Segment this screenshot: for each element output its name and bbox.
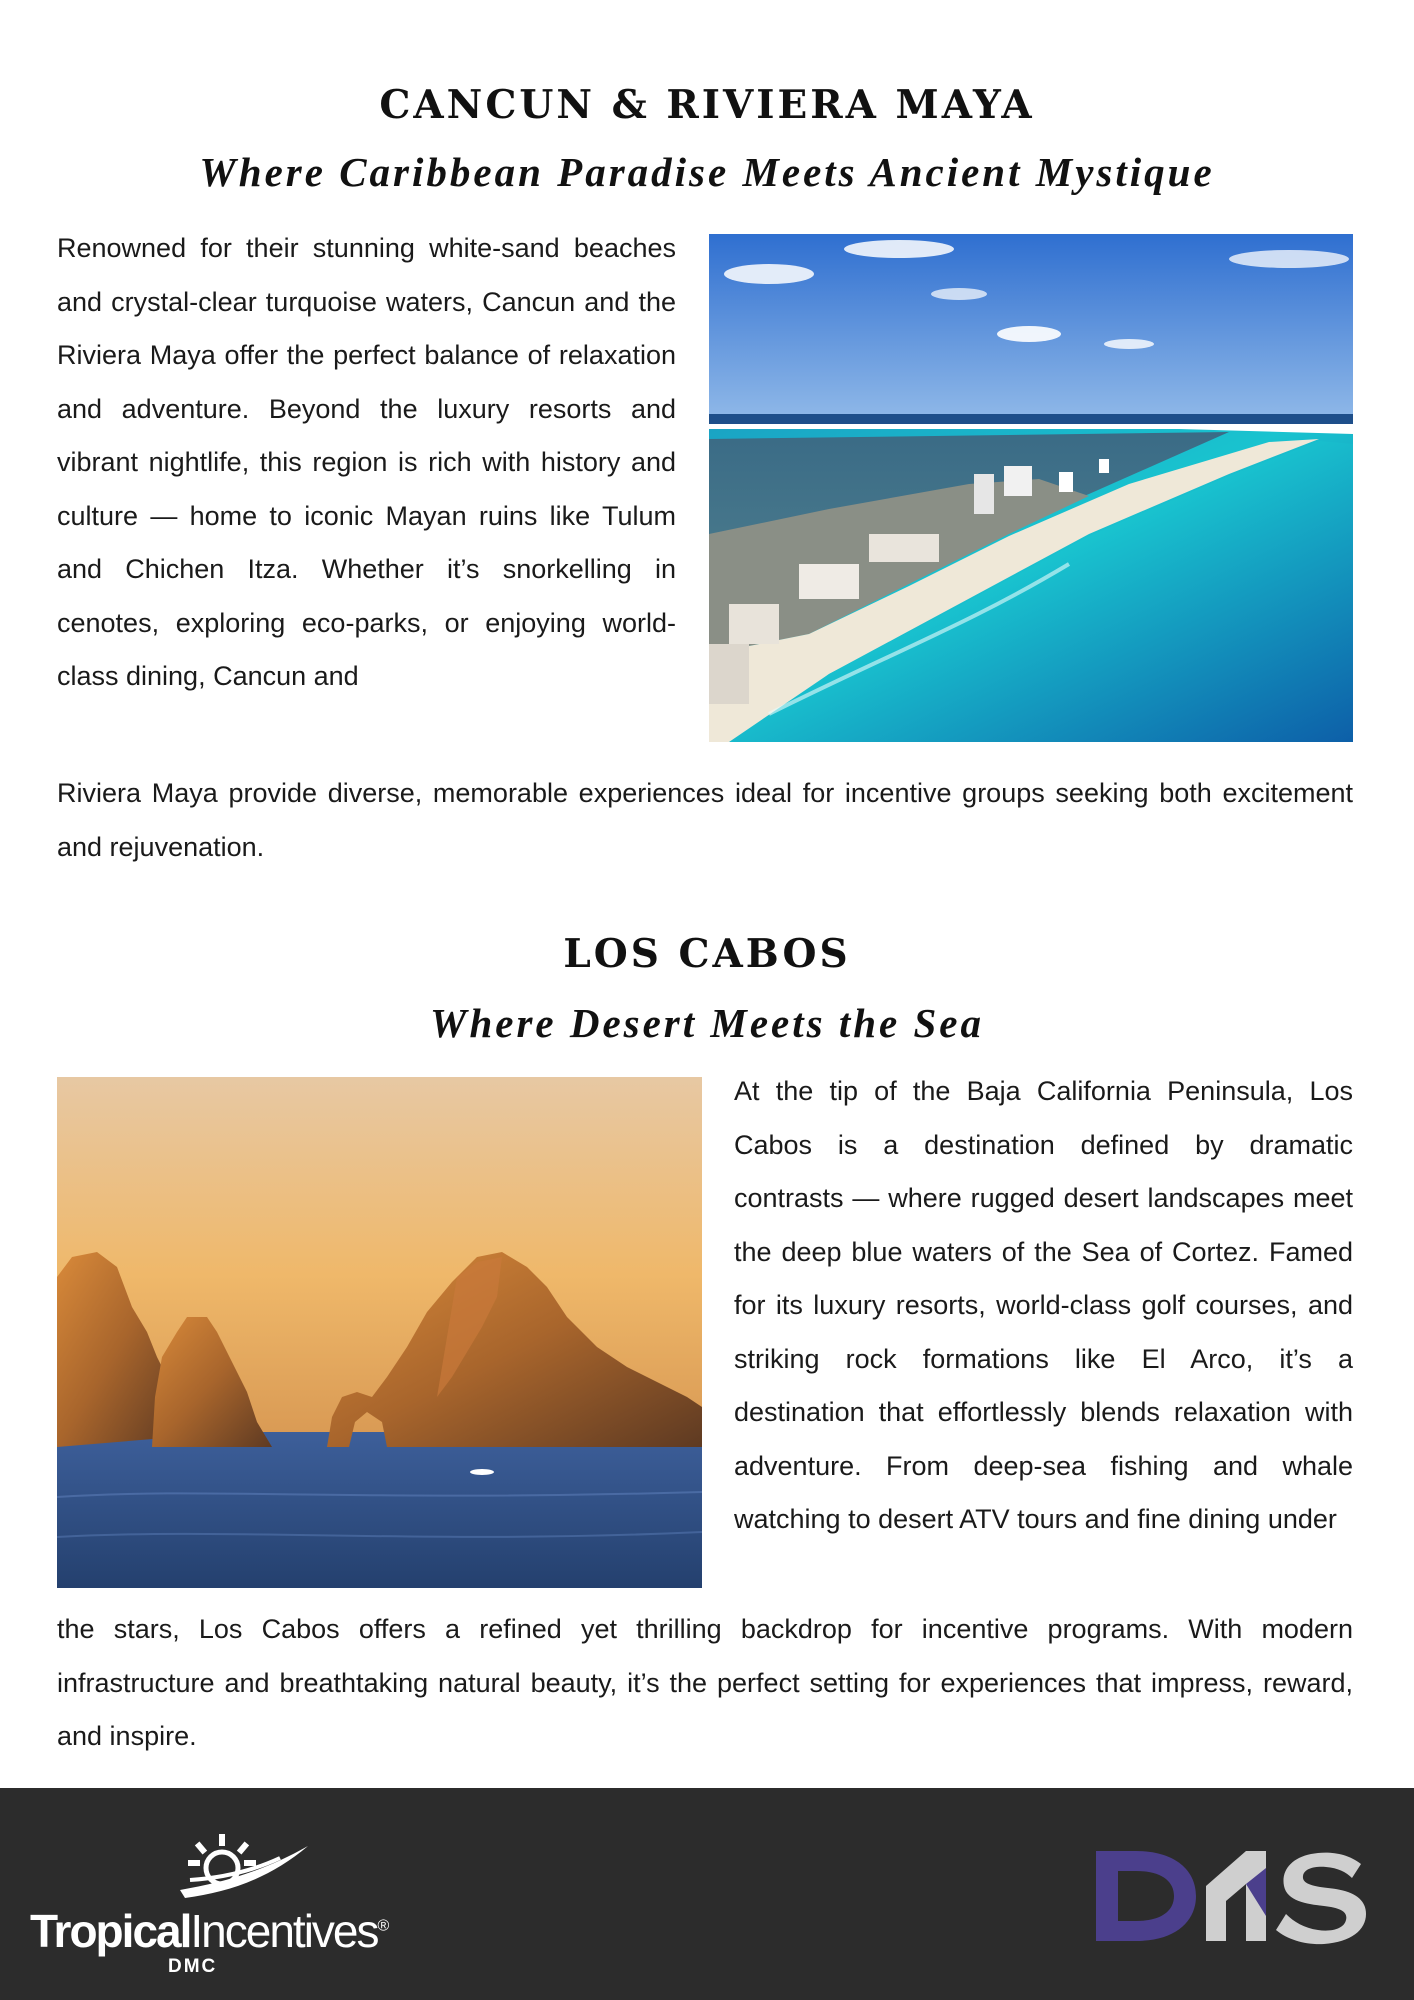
cancun-paragraph-full: Riviera Maya provide diverse, memorable experiences ideal for incentive groups seeking both excitement and rejuvenation. — [57, 778, 1353, 862]
cabos-paragraph-wrap: At the tip of the Baja California Peninsula, Los Cabos is a destination defined by dramatic contrasts — where rugged desert landscapes meet the deep blue waters of the Sea of Cortez. Famed for its luxury resorts, world-class golf courses, and striking rock formations like El Arco, it’s a destination that effortlessly blends relaxation with adventure. From deep-sea fishing and whale watching to desert ATV tours and fine dining under — [734, 1076, 1353, 1534]
cabos-title: LOS CABOS — [563, 931, 851, 977]
logo-word-incentives: Incentives — [190, 1905, 378, 1957]
tropical-incentives-logo — [30, 1828, 400, 1978]
sun-wave-icon — [160, 1828, 310, 1908]
cabos-paragraph-full: the stars, Los Cabos offers a refined yet thrilling backdrop for incentive programs. With modern infrastructure and breathtaking natural beauty, it’s the perfect setting for experiences that impress, reward, and inspire. — [57, 1614, 1353, 1751]
cancun-subtitle: Where Caribbean Paradise Meets Ancient Mystique — [199, 149, 1215, 195]
cabos-arch-photo — [57, 1077, 702, 1588]
logo-dmc-label: DMC — [168, 1956, 218, 1977]
cancun-aerial-photo — [709, 234, 1353, 742]
cancun-paragraph-wrap: Renowned for their stunning white-sand beaches and crystal-clear turquoise waters, Cancun and the Riviera Maya offer the perfect balance of relaxation and adventure. Beyond the luxury resorts and vibrant nightlife, this region is rich with history and culture — home to iconic Mayan ruins like Tulum and Chichen Itza. Whether it’s snorkelling in cenotes, exploring eco-parks, or enjoying world-class dining, Cancun and — [57, 233, 676, 691]
dms-logo — [1096, 1846, 1366, 1946]
footer — [0, 1788, 1414, 2000]
cancun-title: CANCUN & RIVIERA MAYA — [379, 82, 1035, 128]
logo-wordmark — [30, 1904, 400, 1958]
logo-word-tropical: Tropical — [30, 1905, 191, 1957]
cabos-subtitle: Where Desert Meets the Sea — [429, 1000, 984, 1046]
logo-registered-mark: ® — [377, 1917, 390, 1935]
